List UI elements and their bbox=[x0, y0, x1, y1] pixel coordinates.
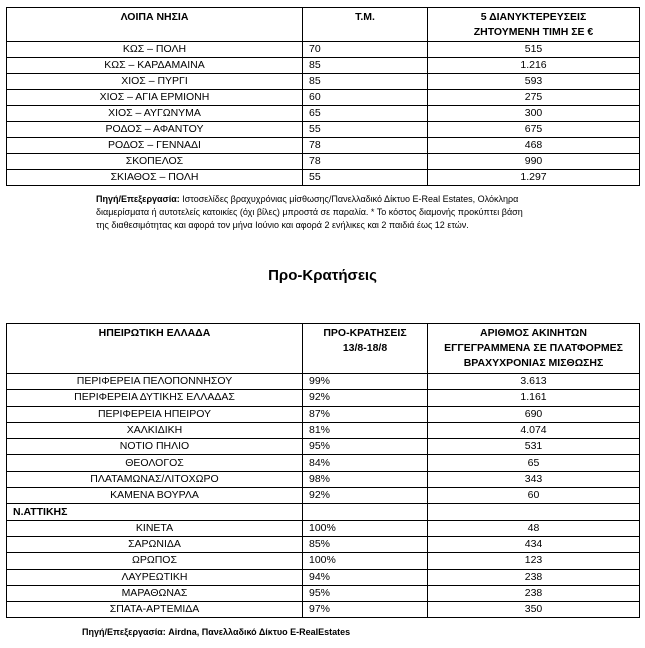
header-price-line1: 5 ΔΙΑΝΥΚΤΕΡΕΥΣΕΙΣ bbox=[480, 11, 587, 23]
table-cell: 531 bbox=[428, 439, 640, 455]
group-label-attiki: Ν.ΑΤΤΙΚΗΣ bbox=[7, 504, 303, 520]
table-cell: ΝΟΤΙΟ ΠΗΛΙΟ bbox=[7, 439, 303, 455]
table-cell: 515 bbox=[428, 42, 640, 58]
table-cell: 78 bbox=[303, 138, 428, 154]
table-cell: 3.613 bbox=[428, 374, 640, 390]
table-cell-empty bbox=[303, 504, 428, 520]
table-cell: 70 bbox=[303, 42, 428, 58]
table-row bbox=[7, 553, 640, 569]
table-cell: ΜΑΡΑΘΩΝΑΣ bbox=[7, 585, 303, 601]
table-cell: ΧΙΟΣ – ΑΥΓΩΝΥΜΑ bbox=[7, 106, 303, 122]
table-cell: 95% bbox=[303, 439, 428, 455]
table-cell: 468 bbox=[428, 138, 640, 154]
table-row bbox=[7, 488, 640, 504]
header-price bbox=[428, 8, 640, 42]
source-label: Πηγή/Επεξεργασία: bbox=[96, 194, 180, 204]
header-prebookings-line2: 13/8-18/8 bbox=[342, 342, 388, 354]
table-cell: 65 bbox=[303, 106, 428, 122]
table-cell: ΡΟΔΟΣ – ΑΦΑΝΤΟΥ bbox=[7, 122, 303, 138]
header-islands: ΛΟΙΠΑ ΝΗΣΙΑ bbox=[7, 8, 303, 42]
table-cell: ΠΕΡΙΦΕΡΕΙΑ ΠΕΛΟΠΟΝΝΗΣΟΥ bbox=[7, 374, 303, 390]
section-title: Προ-Κρατήσεις bbox=[268, 267, 377, 284]
table-cell: 434 bbox=[428, 536, 640, 552]
table-row bbox=[7, 422, 640, 438]
header-price-line2: ΖΗΤΟΥΜΕΝΗ ΤΙΜΗ ΣΕ € bbox=[473, 26, 594, 38]
table-cell: 300 bbox=[428, 106, 640, 122]
header-prebookings-line1: ΠΡΟ-ΚΡΑΤΗΣΕΙΣ bbox=[323, 327, 407, 339]
header-region: ΗΠΕΙΡΩΤΙΚΗ ΕΛΛΑΔΑ bbox=[7, 324, 303, 374]
table-row bbox=[7, 602, 640, 618]
table-cell: ΣΠΑΤΑ-ΑΡΤΕΜΙΔΑ bbox=[7, 602, 303, 618]
table-cell: 675 bbox=[428, 122, 640, 138]
table-cell: 275 bbox=[428, 90, 640, 106]
table-row bbox=[7, 569, 640, 585]
table-cell: ΠΕΡΙΦΕΡΕΙΑ ΗΠΕΙΡΟΥ bbox=[7, 406, 303, 422]
header-prebookings bbox=[303, 324, 428, 374]
table-row bbox=[7, 439, 640, 455]
table-cell: 85 bbox=[303, 74, 428, 90]
table-cell: ΠΕΡΙΦΕΡΕΙΑ ΔΥΤΙΚΗΣ ΕΛΛΑΔΑΣ bbox=[7, 390, 303, 406]
table-cell: 84% bbox=[303, 455, 428, 471]
source-line-2: διαμερίσματα ή αυτοτελείς κατοικίες (όχι βίλες) μπροστά σε παραλία. * Το κόστος διαμονής προκύπτει βάση bbox=[96, 207, 523, 217]
table-cell: 87% bbox=[303, 406, 428, 422]
table-cell: ΧΑΛΚΙΔΙΚΗ bbox=[7, 422, 303, 438]
table-cell: 100% bbox=[303, 553, 428, 569]
table-cell: 343 bbox=[428, 471, 640, 487]
header-sqm: Τ.Μ. bbox=[303, 8, 428, 42]
table-cell: 78 bbox=[303, 154, 428, 170]
table-cell: 593 bbox=[428, 74, 640, 90]
table-cell: ΘΕΟΛΟΓΟΣ bbox=[7, 455, 303, 471]
table-cell: 85% bbox=[303, 536, 428, 552]
table-cell: 92% bbox=[303, 390, 428, 406]
table-row bbox=[7, 74, 640, 90]
table-row bbox=[7, 455, 640, 471]
table-cell: ΠΛΑΤΑΜΩΝΑΣ/ΛΙΤΟΧΩΡΟ bbox=[7, 471, 303, 487]
table-cell: ΧΙΟΣ – ΠΥΡΓΙ bbox=[7, 74, 303, 90]
table-cell: 100% bbox=[303, 520, 428, 536]
table-cell: 123 bbox=[428, 553, 640, 569]
table-cell: 238 bbox=[428, 585, 640, 601]
table-cell: 350 bbox=[428, 602, 640, 618]
prebookings-table bbox=[6, 323, 640, 618]
table-cell: ΛΑΥΡΕΩΤΙΚΗ bbox=[7, 569, 303, 585]
header-listings-line2: ΕΓΓΕΓΡΑΜΜΕΝΑ ΣΕ ΠΛΑΤΦΟΡΜΕΣ bbox=[444, 342, 623, 354]
table-cell: 97% bbox=[303, 602, 428, 618]
table-cell: ΚΩΣ – ΠΟΛΗ bbox=[7, 42, 303, 58]
table-cell: ΣΚΟΠΕΛΟΣ bbox=[7, 154, 303, 170]
table-cell: 98% bbox=[303, 471, 428, 487]
table-cell: 1.216 bbox=[428, 58, 640, 74]
table-cell: 65 bbox=[428, 455, 640, 471]
table-cell: 990 bbox=[428, 154, 640, 170]
table-cell: 81% bbox=[303, 422, 428, 438]
table-cell: 55 bbox=[303, 122, 428, 138]
table-row bbox=[7, 406, 640, 422]
table-row bbox=[7, 374, 640, 390]
table-header-row bbox=[7, 324, 640, 374]
table-cell: ΚΙΝΕΤΑ bbox=[7, 520, 303, 536]
table-cell: 55 bbox=[303, 170, 428, 186]
table-row bbox=[7, 154, 640, 170]
table-cell: ΡΟΔΟΣ – ΓΕΝΝΑΔΙ bbox=[7, 138, 303, 154]
table-cell: ΚΑΜΕΝΑ ΒΟΥΡΛΑ bbox=[7, 488, 303, 504]
table-row bbox=[7, 585, 640, 601]
header-listings bbox=[428, 324, 640, 374]
table-row bbox=[7, 536, 640, 552]
table-cell: 690 bbox=[428, 406, 640, 422]
table-cell: 1.161 bbox=[428, 390, 640, 406]
table-row bbox=[7, 170, 640, 186]
table-row bbox=[7, 106, 640, 122]
table-cell: 4.074 bbox=[428, 422, 640, 438]
table-cell: ΚΩΣ – ΚΑΡΔΑΜΑΙΝΑ bbox=[7, 58, 303, 74]
table-cell: 94% bbox=[303, 569, 428, 585]
table-row bbox=[7, 390, 640, 406]
table-row bbox=[7, 42, 640, 58]
table-cell: 92% bbox=[303, 488, 428, 504]
table-row bbox=[7, 122, 640, 138]
table-row bbox=[7, 471, 640, 487]
table-cell: 99% bbox=[303, 374, 428, 390]
rental-prices-table bbox=[6, 7, 640, 186]
source-line-1: Ιστοσελίδες βραχυχρόνιας μίσθωσης/Πανελλαδικό Δίκτυο E-Real Estates, Ολόκληρα bbox=[179, 194, 519, 204]
table-cell: 95% bbox=[303, 585, 428, 601]
table-cell: 60 bbox=[428, 488, 640, 504]
source-line-3: της διαθεσιμότητας και αφορά τον μήνα Ιούνιο και αφορά 2 ενήλικες και 2 παιδιά έως 12 ετών. bbox=[96, 220, 469, 230]
table-cell: 85 bbox=[303, 58, 428, 74]
table-row bbox=[7, 58, 640, 74]
group-row-attiki bbox=[7, 504, 640, 520]
table-cell: ΧΙΟΣ – ΑΓΙΑ ΕΡΜΙΟΝΗ bbox=[7, 90, 303, 106]
table-cell: ΣΚΙΑΘΟΣ – ΠΟΛΗ bbox=[7, 170, 303, 186]
header-listings-line1: ΑΡΙΘΜΟΣ ΑΚΙΝΗΤΩΝ bbox=[480, 327, 587, 339]
table-row bbox=[7, 90, 640, 106]
table-row bbox=[7, 520, 640, 536]
table-cell: 48 bbox=[428, 520, 640, 536]
source-note-2: Πηγή/Επεξεργασία: Airdna, Πανελλαδικό Δίκτυο E-RealEstates bbox=[82, 627, 351, 637]
table-cell: 238 bbox=[428, 569, 640, 585]
table-cell: ΣΑΡΩΝΙΔΑ bbox=[7, 536, 303, 552]
table-cell: 1.297 bbox=[428, 170, 640, 186]
table-row bbox=[7, 138, 640, 154]
table-cell: 60 bbox=[303, 90, 428, 106]
table-header-row bbox=[7, 8, 640, 42]
table-cell-empty bbox=[428, 504, 640, 520]
table-cell: ΩΡΩΠΟΣ bbox=[7, 553, 303, 569]
source-note-1 bbox=[96, 193, 596, 232]
header-listings-line3: ΒΡΑΧΥΧΡΟΝΙΑΣ ΜΙΣΘΩΣΗΣ bbox=[463, 357, 604, 369]
